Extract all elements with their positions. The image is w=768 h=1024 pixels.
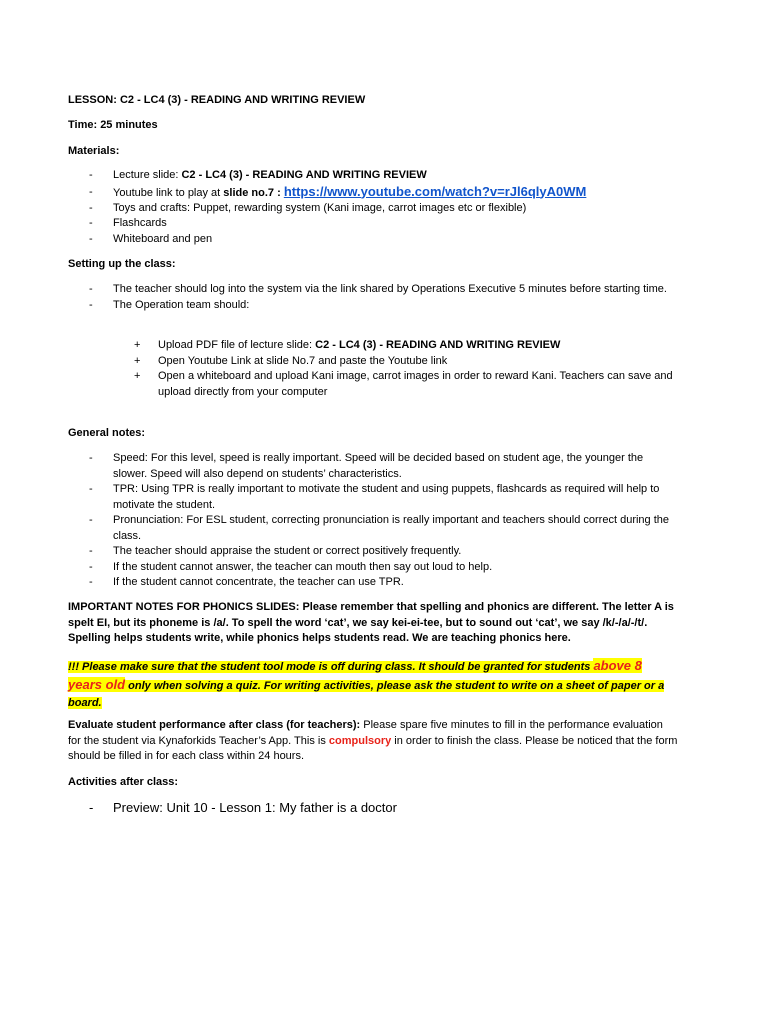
list-item: - TPR: Using TPR is really important to motivate the student and using puppets, flashcards as required will help to motivate the student. [68, 482, 678, 513]
setup-heading: Setting up the class: [68, 258, 176, 270]
evaluate-paragraph [68, 718, 678, 765]
list-item: - If the student cannot answer, the teacher can mouth then say out loud to help. [68, 560, 678, 576]
upload-slide-name: C2 - LC4 (3) - READING AND WRITING REVIEW [315, 339, 561, 351]
list-item: - Toys and crafts: Puppet, rewarding system (Kani image, carrot images etc or flexible) [68, 201, 678, 217]
phonics-note: IMPORTANT NOTES FOR PHONICS SLIDES: Please remember that spelling and phonics are different. The letter A is spelt EI, but its phoneme is /a/. To spell the word ‘cat’, we say kei-ei-tee, but to sound out ‘cat’, we say /k/-/a/-/t/. Spelling helps students write, while phonics helps students read. We are teaching phonics here. [68, 601, 674, 644]
tool-mode-warning [68, 657, 678, 712]
youtube-label: Youtube link to play at [113, 186, 224, 199]
list-item: + Open Youtube Link at slide No.7 and paste the Youtube link [68, 354, 678, 370]
materials-heading: Materials: [68, 145, 120, 157]
list-item: - Whiteboard and pen [68, 232, 678, 248]
compulsory-word: compulsory [328, 734, 392, 747]
list-item [68, 338, 678, 354]
time-line: Time: 25 minutes [68, 119, 158, 131]
list-item: - If the student cannot concentrate, the teacher can use TPR. [68, 575, 678, 591]
youtube-link[interactable]: https://www.youtube.com/watch?v=rJl6qlyA0WM [283, 183, 587, 199]
activities-list [68, 799, 678, 816]
evaluate-text-2: in order to finish the class. Please be noticed that the form should be filled in for each class within 24 hours. [68, 734, 678, 762]
list-item: - The teacher should log into the system via the link shared by Operations Executive 5 minutes before starting time. [68, 282, 678, 298]
setup-list-container [68, 282, 678, 313]
list-item: + Open a whiteboard and upload Kani image, carrot images in order to reward Kani. Teachers can save and upload directly from your computer [68, 369, 678, 400]
setup-list [68, 282, 678, 313]
lesson-title: LESSON: C2 - LC4 (3) - READING AND WRITING REVIEW [68, 94, 366, 106]
activities-heading: Activities after class: [68, 776, 179, 788]
youtube-slide: slide no.7 : [223, 186, 281, 199]
list-item [68, 184, 678, 201]
list-item: - Pronunciation: For ESL student, correcting pronunciation is really important and teachers should correct during the class. [68, 513, 678, 544]
evaluate-text-1: Please spare five minutes to fill in the performance evaluation for the student via Kynaforkids Teacher’s App. This is [68, 719, 663, 747]
materials-list-container [68, 168, 678, 247]
list-item [68, 168, 678, 184]
general-notes-container [68, 451, 678, 591]
warning-emphasis: above 8 years old [68, 658, 642, 692]
lecture-slide-label: Lecture slide: [113, 169, 182, 181]
operation-sublist-container [68, 338, 678, 400]
general-notes-list [68, 451, 678, 591]
activities-list-container [68, 799, 678, 816]
list-item: - Preview: Unit 10 - Lesson 1: My father is a doctor [68, 799, 678, 816]
upload-label: Upload PDF file of lecture slide: [158, 339, 316, 351]
evaluate-label: Evaluate student performance after class (for teachers): [68, 719, 361, 731]
list-item: - Flashcards [68, 216, 678, 232]
list-item: - The teacher should appraise the student or correct positively frequently. [68, 544, 678, 560]
lecture-slide-name: C2 - LC4 (3) - READING AND WRITING REVIEW [181, 169, 427, 181]
materials-list [68, 168, 678, 247]
warning-text-1: !!! Please make sure that the student tool mode is off during class. It should be granted for students [68, 661, 594, 673]
general-notes-heading: General notes: [68, 427, 146, 439]
warning-text-2: only when solving a quiz. For writing activities, please ask the student to write on a sheet of paper or a board. [68, 680, 665, 709]
operation-sublist [68, 338, 678, 400]
list-item: - The Operation team should: [68, 298, 678, 314]
list-item: - Speed: For this level, speed is really important. Speed will be decided based on student age, the younger the slower. Speed will also depend on students’ characteristics. [68, 451, 678, 482]
